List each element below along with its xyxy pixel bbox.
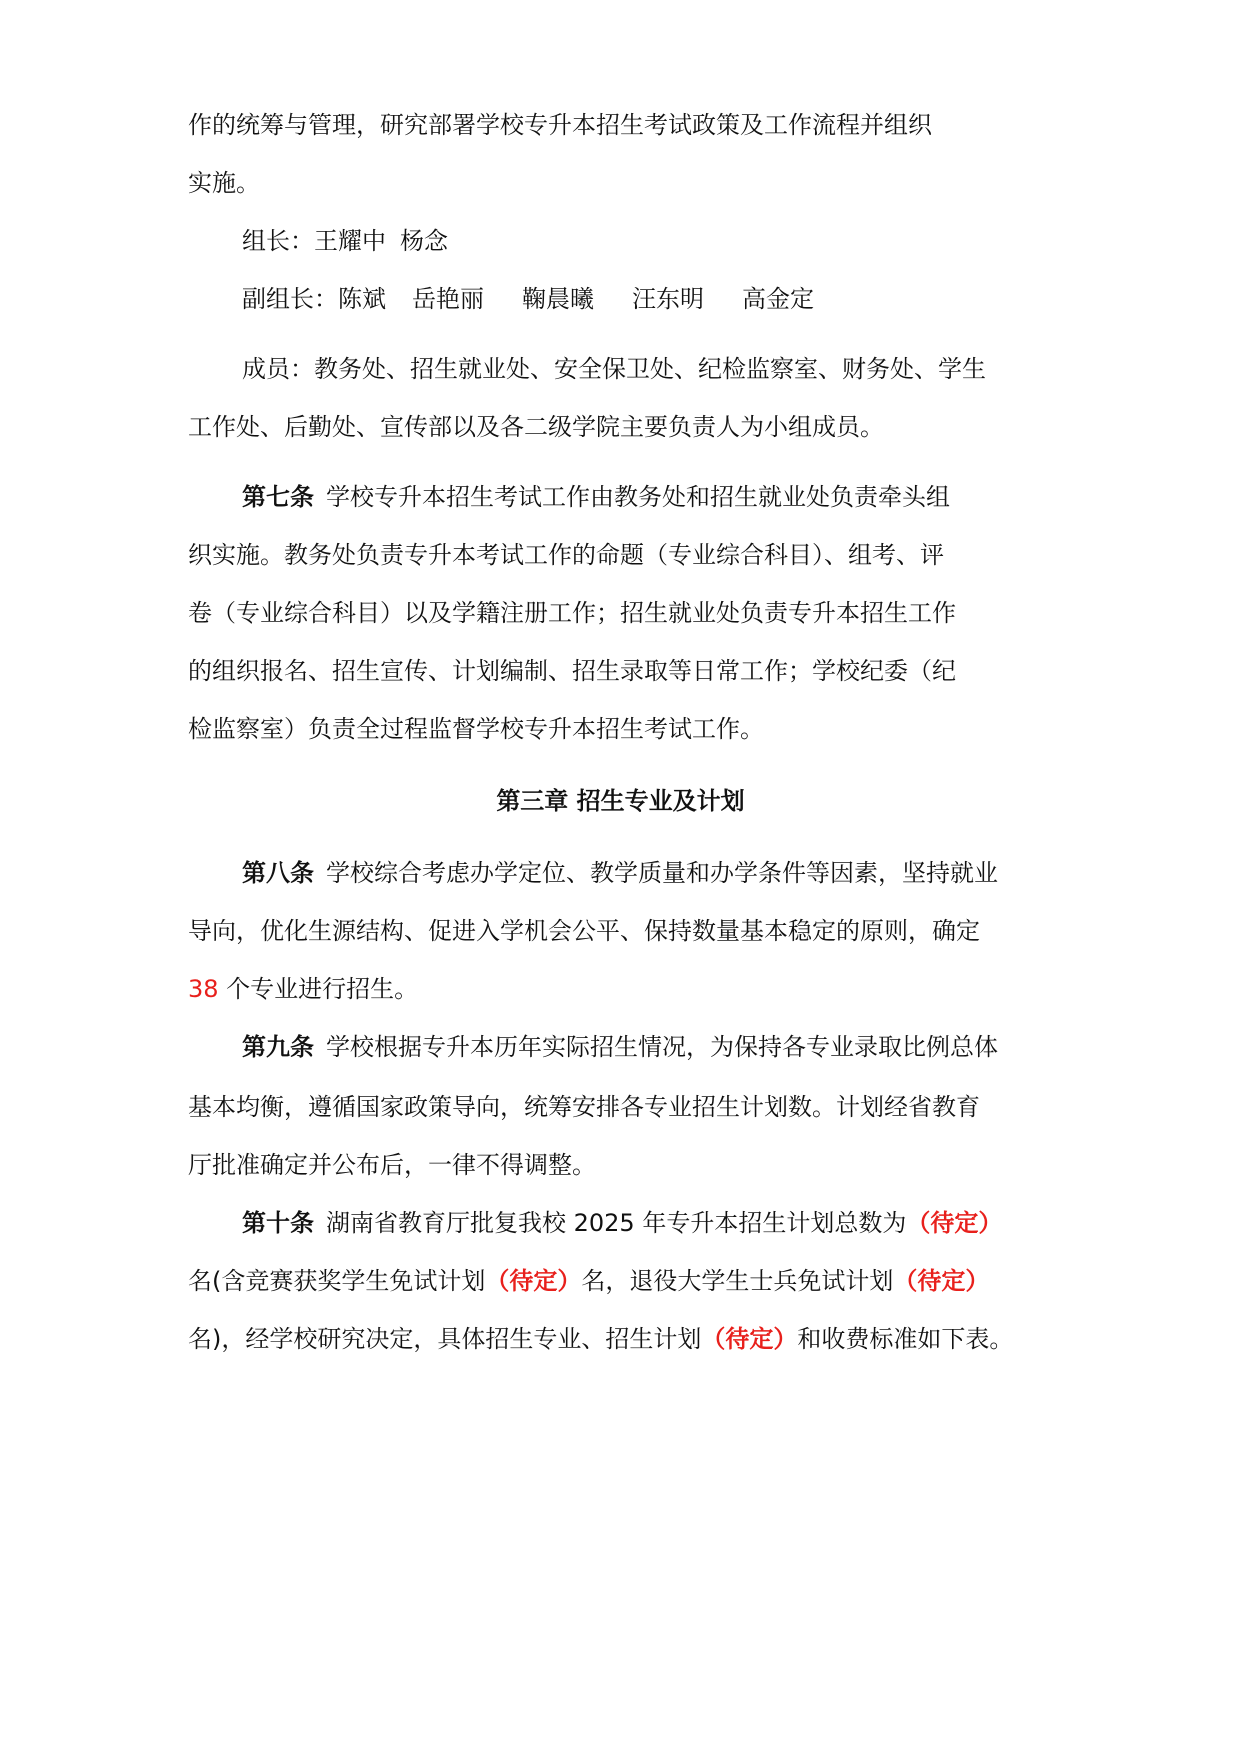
deputy-label: 副组长： — [242, 285, 338, 313]
article10-text: 和收费标准如下表。 — [797, 1325, 1014, 1353]
article7-text: 学校专升本招生考试工作由教务处和招生就业处负责牵头组 — [326, 483, 950, 511]
article7-line-4: 的组织报名、招生宣传、计划编制、招生录取等日常工作；学校纪委（纪 — [188, 657, 956, 685]
article8-label: 第八条 — [242, 859, 314, 887]
article9-line-3: 厅批准确定并公布后，一律不得调整。 — [188, 1151, 596, 1179]
article7-line-2: 织实施。教务处负责专升本考试工作的命题（专业综合科目）、组考、评 — [188, 541, 944, 569]
intro-line-2: 实施。 — [188, 169, 260, 197]
article7-line-3: 卷（专业综合科目）以及学籍注册工作；招生就业处负责专升本招生工作 — [188, 599, 956, 627]
deputy-line — [242, 282, 1102, 316]
deputy-name: 汪东明 — [632, 285, 704, 313]
article10-line-3 — [188, 1322, 1048, 1356]
article8-line-3 — [188, 972, 1048, 1006]
article9-text: 学校根据专升本历年实际招生情况，为保持各专业录取比例总体 — [326, 1033, 998, 1061]
leader-name: 杨念 — [400, 227, 448, 255]
deputy-name: 岳艳丽 — [412, 285, 484, 313]
article10-text: 湖南省教育厅批复我校 2025 年专升本招生计划总数为 — [326, 1209, 907, 1237]
major-count: 38 — [188, 975, 219, 1003]
members-line-1: 成员：教务处、招生就业处、安全保卫处、纪检监察室、财务处、学生 — [242, 355, 986, 383]
leader-name: 王耀中 — [314, 227, 386, 255]
intro-line-1: 作的统筹与管理，研究部署学校专升本招生考试政策及工作流程并组织 — [188, 111, 932, 139]
deputy-name: 陈斌 — [338, 285, 386, 313]
article7-label: 第七条 — [242, 483, 314, 511]
article10-text: 名)，经学校研究决定，具体招生专业、招生计划 — [188, 1325, 702, 1353]
pending-plan: （待定） — [701, 1325, 798, 1353]
members-line-2: 工作处、后勤处、宣传部以及各二级学院主要负责人为小组成员。 — [188, 413, 884, 441]
article7-line-5: 检监察室）负责全过程监督学校专升本招生考试工作。 — [188, 715, 764, 743]
article8-text: 个专业进行招生。 — [218, 975, 419, 1003]
article10-label: 第十条 — [242, 1209, 314, 1237]
article9-line-1 — [242, 1030, 1102, 1064]
article8-line-1 — [242, 856, 1102, 890]
article10-line-1 — [242, 1206, 1102, 1240]
deputy-name: 高金定 — [742, 285, 814, 313]
pending-competition: （待定） — [485, 1267, 582, 1295]
article10-text: 名，退役大学生士兵免试计划 — [581, 1267, 894, 1295]
article9-label: 第九条 — [242, 1033, 314, 1061]
article9-line-2: 基本均衡，遵循国家政策导向，统筹安排各专业招生计划数。计划经省教育 — [188, 1093, 980, 1121]
pending-total: （待定） — [906, 1209, 1003, 1237]
leader-label: 组长： — [242, 227, 314, 255]
article8-text: 学校综合考虑办学定位、教学质量和办学条件等因素，坚持就业 — [326, 859, 998, 887]
deputy-name: 鞠晨曦 — [522, 285, 594, 313]
leader-line — [242, 224, 1102, 258]
article10-line-2 — [188, 1264, 1048, 1298]
article8-line-2: 导向，优化生源结构、促进入学机会公平、保持数量基本稳定的原则，确定 — [188, 917, 980, 945]
article7-line-1 — [242, 480, 1102, 514]
article10-text: 名(含竞赛获奖学生免试计划 — [188, 1267, 486, 1295]
chapter-heading: 第三章 招生专业及计划 — [496, 787, 745, 815]
pending-veterans: （待定） — [893, 1267, 990, 1295]
